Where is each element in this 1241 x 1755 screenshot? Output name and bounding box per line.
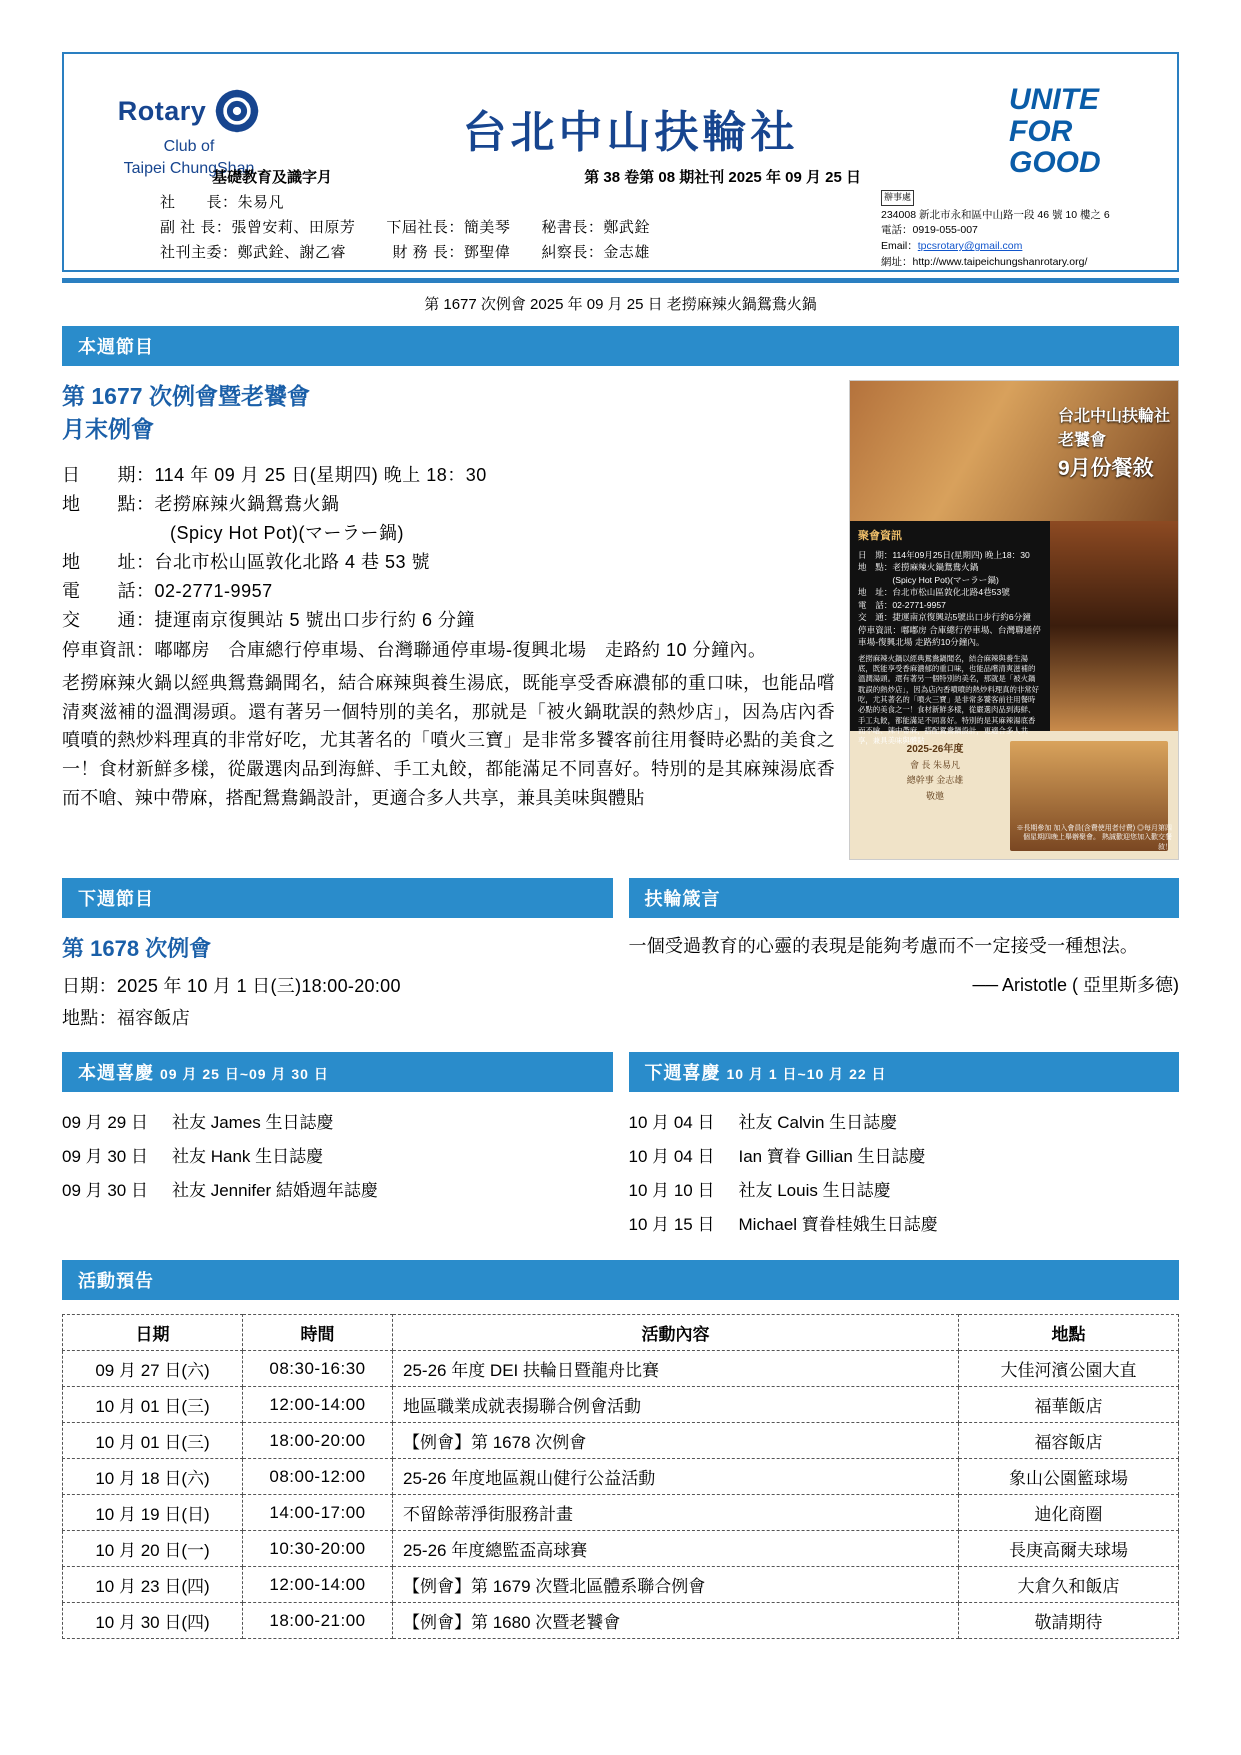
unite-line-2: FOR xyxy=(1009,114,1073,148)
cell-place: 福容飯店 xyxy=(959,1423,1179,1459)
cell-content: 【例會】第 1680 次暨老饕會 xyxy=(393,1603,959,1639)
rotary-wordmark: Rotary xyxy=(117,95,207,126)
table-row xyxy=(63,1603,1179,1639)
cell-place: 敬請期待 xyxy=(959,1603,1179,1639)
unite-line-1: UNITE xyxy=(1009,83,1099,116)
list-item xyxy=(62,1106,613,1140)
officer-row-3: 社刊主委：鄭武銓、謝乙睿 財 務 長：鄧聖偉 糾察長：金志雄 xyxy=(160,243,650,261)
celebration-text: Ian 寶眷 Gillian 生日誌慶 xyxy=(738,1147,926,1166)
cell-content: 25-26 年度地區親山健行公益活動 xyxy=(393,1459,959,1495)
this-week-content xyxy=(62,380,1179,860)
program-venue: 地 點：老撈麻辣火鍋鴛鴦火鍋 xyxy=(62,493,340,514)
poster-description: 老撈麻辣火鍋以經典鴛鴦鍋聞名，結合麻辣與養生湯底，既能享受香麻濃郁的重口味，也能品嚐清爽滋補的溫潤湯頭。還有著另一個特別的美名，那就是「被火鍋耽誤的熱炒店」，因為店內香噴噴的熱炒料理真的非常好吃，尤其著名的「噴火三寶」是非常多饕客前往用餐時必點的美食之一！食材新鮮多樣，從嚴選肉品到海鮮、手工丸餃，都能滿足不同喜好。特別的是其麻辣湯底香而不嗆、辣中帶麻，搭配鴛鴦鍋設計，更適合多人共享，兼具美味與體貼 xyxy=(858,653,1040,746)
meeting-summary-line: 第 1677 次例會 2025 年 09 月 25 日 老撈麻辣火鍋鴛鴦火鍋 xyxy=(424,296,817,313)
masthead xyxy=(62,52,1179,272)
cell-place: 大倉久和飯店 xyxy=(959,1567,1179,1603)
rotary-club-of-label: Club of xyxy=(163,138,215,155)
program-title-line1: 第 1677 次例會暨老饕會 xyxy=(62,383,310,409)
program-venue-sub: (Spicy Hot Pot)(マーラー鍋) xyxy=(170,523,405,543)
poster-club: 台北中山扶輪社 xyxy=(1057,408,1170,425)
poster-president: 會 長 朱易凡 xyxy=(909,760,960,770)
poster-info-line-3: (Spicy Hot Pot)(マーラー鍋) xyxy=(858,574,999,585)
list-item xyxy=(629,1208,1180,1242)
this-week-celebration-label: 本週喜慶 xyxy=(78,1063,154,1083)
cell-content: 【例會】第 1678 次例會 xyxy=(393,1423,959,1459)
cell-date: 09 月 27 日(六) xyxy=(63,1351,243,1387)
next-week-celebration-label: 下週喜慶 xyxy=(644,1063,721,1083)
poster-event: 老饕會 xyxy=(1057,432,1106,449)
next-week-celebration-range: 10 月 1 日~10 月 22 日 xyxy=(726,1066,887,1082)
poster-food-photos xyxy=(1050,521,1178,731)
next-week-celebration-list xyxy=(629,1106,1180,1242)
celebrations-row xyxy=(62,1052,1179,1242)
section-header-upcoming: 活動預告 xyxy=(62,1260,1179,1300)
next-meeting-date: 日期：2025 年 10 月 1 日(三)18:00-20:00 xyxy=(62,976,401,996)
poster-info-line-5: 電 話：02-2771-9957 xyxy=(858,599,946,610)
officer-row-1: 社 長：朱易凡 xyxy=(160,194,285,211)
table-row xyxy=(63,1387,1179,1423)
celebration-date: 09 月 29 日 xyxy=(62,1113,148,1132)
column-date: 日期 xyxy=(63,1315,243,1351)
cell-date: 10 月 01 日(三) xyxy=(63,1423,243,1459)
theme-month: 基礎教育及識字月 xyxy=(212,169,333,186)
masthead-details xyxy=(64,166,1177,268)
cell-place: 迪化商圈 xyxy=(959,1495,1179,1531)
program-parking: 停車資訊：嘟嘟房 合庫總行停車場、台灣聯通停車場-復興北場 走路約 10 分鐘內。 xyxy=(62,639,767,660)
celebration-text: 社友 James 生日誌慶 xyxy=(172,1113,334,1132)
cell-place: 大佳河濱公園大直 xyxy=(959,1351,1179,1387)
column-time: 時間 xyxy=(243,1315,393,1351)
celebration-date: 09 月 30 日 xyxy=(62,1181,148,1200)
rotary-club-name-en: Taipei ChungShan xyxy=(123,159,255,177)
program-description: 老撈麻辣火鍋以經典鴛鴦鍋聞名，結合麻辣與養生湯底，既能享受香麻濃郁的重口味，也能品嚐清爽滋補的溫潤湯頭。還有著另一個特別的美名，那就是「被火鍋耽誤的熱炒店」，因為店內香噴噴的熱炒料理真的非常好吃，尤其著名的「噴火三寶」是非常多饕客前往用餐時必點的美食之一！食材新鮮多樣，從嚴選肉品到海鮮、手工丸餃，都能滿足不同喜好。特別的是其麻辣湯底香而不嗆、辣中帶麻，搭配鴛鴦鍋設計，更適合多人共享，兼具美味與體貼 xyxy=(62,672,835,808)
program-title-line2: 月末例會 xyxy=(62,416,154,443)
celebration-date: 09 月 30 日 xyxy=(62,1147,148,1166)
cell-content: 地區職業成就表揚聯合例會活動 xyxy=(393,1387,959,1423)
celebration-date: 10 月 10 日 xyxy=(628,1181,715,1200)
column-content: 活動內容 xyxy=(393,1315,959,1351)
list-item xyxy=(62,1140,613,1174)
rotary-wheel-icon xyxy=(214,88,260,134)
cell-time: 08:30-16:30 xyxy=(243,1351,393,1387)
table-row xyxy=(63,1495,1179,1531)
list-item xyxy=(629,1106,1180,1140)
program-title xyxy=(62,380,835,447)
cell-date: 10 月 23 日(四) xyxy=(63,1567,243,1603)
poster-info-line-4: 地 址：台北市松山區敦化北路4巷53號 xyxy=(858,587,1010,598)
issue-info: 第 38 卷第 08 期社刊 2025 年 09 月 25 日 xyxy=(584,169,861,186)
poster-info-heading: 聚會資訊 xyxy=(858,530,902,542)
office-email-label: Email： xyxy=(881,240,918,252)
next-meeting-title: 第 1678 次例會 xyxy=(62,936,212,961)
list-item xyxy=(629,1174,1180,1208)
poster-secretary: 總幹事 金志雄 xyxy=(906,775,964,786)
event-poster xyxy=(849,380,1179,860)
cell-date: 10 月 01 日(三) xyxy=(63,1387,243,1423)
table-header-row xyxy=(63,1315,1179,1351)
cell-time: 08:00-12:00 xyxy=(243,1459,393,1495)
celebration-text: 社友 Louis 生日誌慶 xyxy=(738,1181,891,1200)
table-row xyxy=(63,1567,1179,1603)
this-week-celebration-list xyxy=(62,1106,613,1208)
celebration-date: 10 月 15 日 xyxy=(628,1215,715,1234)
table-row xyxy=(63,1423,1179,1459)
poster-info-line-8: 車場-復興北場 走路約10分鐘內。 xyxy=(858,637,985,648)
office-web-url[interactable]: http://www.taipeichungshanrotary.org/ xyxy=(912,255,1088,268)
cell-time: 18:00-20:00 xyxy=(243,1423,393,1459)
unite-line-3: GOOD xyxy=(1009,146,1101,179)
upcoming-events-table xyxy=(62,1314,1179,1639)
officer-row-2: 副 社 長：張曾安莉、田原芳 下屆社長：簡美琴 秘書長：鄭武銓 xyxy=(160,218,650,236)
next-week-and-motto xyxy=(62,878,1179,1034)
page-title: 台北中山扶輪社 xyxy=(462,108,799,157)
poster-invite: 敬邀 xyxy=(925,790,944,801)
office-address: 234008 新北市永和區中山路一段 46 號 10 樓之 6 xyxy=(881,208,1110,221)
program-address: 地 址：台北市松山區敦化北路 4 巷 53 號 xyxy=(62,552,431,573)
cell-time: 12:00-14:00 xyxy=(243,1387,393,1423)
cell-content: 不留餘蒂淨街服務計畫 xyxy=(393,1495,959,1531)
office-contact-block xyxy=(881,190,1161,271)
table-row xyxy=(63,1531,1179,1567)
section-header-this-week-celebrations xyxy=(62,1052,613,1092)
list-item xyxy=(62,1174,613,1208)
section-header-next-week: 下週節目 xyxy=(62,878,613,918)
next-meeting-place: 地點：福容飯店 xyxy=(62,1007,191,1028)
cell-content: 25-26 年度 DEI 扶輪日暨龍舟比賽 xyxy=(393,1351,959,1387)
header-divider xyxy=(62,278,1179,283)
cell-time: 14:00-17:00 xyxy=(243,1495,393,1531)
motto-text: 一個受過教育的心靈的表現是能夠考慮而不一定接受一種想法。 xyxy=(628,936,1139,956)
poster-info-line-6: 交 通：捷運南京復興站5號出口步行約6分鐘 xyxy=(858,612,1031,623)
cell-date: 10 月 19 日(日) xyxy=(63,1495,243,1531)
celebration-text: 社友 Hank 生日誌慶 xyxy=(172,1147,324,1166)
cell-content: 25-26 年度總監盃高球賽 xyxy=(393,1531,959,1567)
poster-info-line-2: 地 點：老撈麻辣火鍋鴛鴦火鍋 xyxy=(858,562,979,573)
section-header-motto: 扶輪箴言 xyxy=(629,878,1180,918)
celebration-text: Michael 寶眷桂娥生日誌慶 xyxy=(738,1215,938,1234)
office-email-link[interactable]: tpcsrotary@gmail.com xyxy=(917,240,1023,252)
cell-place: 象山公園籃球場 xyxy=(959,1459,1179,1495)
poster-info-line-7: 停車資訊：嘟嘟房 合庫總行停車場、台灣聯通停 xyxy=(858,624,1041,635)
celebration-text: 社友 Calvin 生日誌慶 xyxy=(738,1113,898,1132)
poster-image xyxy=(849,380,1179,860)
section-header-next-week-celebrations xyxy=(629,1052,1180,1092)
poster-footnote: ※長期參加 加入會員(含費使用者付費) ◎每月第四個星期四晚上舉辦聚會。 熱誠歡迎您加入歡交餐敘！ xyxy=(1016,824,1172,852)
celebration-text: 社友 Jennifer 結婚週年誌慶 xyxy=(172,1181,378,1200)
office-web-label: 網址： xyxy=(881,255,913,268)
program-transport: 交 通：捷運南京復興站 5 號出口步行約 6 分鐘 xyxy=(62,610,476,631)
cell-content: 【例會】第 1679 次暨北區體系聯合例會 xyxy=(393,1567,959,1603)
cell-time: 10:30-20:00 xyxy=(243,1531,393,1567)
office-phone: 電話：0919-055-007 xyxy=(881,224,978,237)
program-tel: 電 話：02-2771-9957 xyxy=(62,581,273,602)
section-header-this-week: 本週節目 xyxy=(62,326,1179,366)
poster-month: 9月份餐敘 xyxy=(1057,457,1154,480)
this-week-celebration-range: 09 月 25 日~09 月 30 日 xyxy=(160,1066,329,1082)
cell-place: 長庚高爾夫球場 xyxy=(959,1531,1179,1567)
office-label: 辦事處 xyxy=(881,190,914,206)
cell-date: 10 月 18 日(六) xyxy=(63,1459,243,1495)
column-place: 地點 xyxy=(959,1315,1179,1351)
poster-year: 2025-26年度 xyxy=(906,744,964,755)
cell-time: 12:00-14:00 xyxy=(243,1567,393,1603)
celebration-date: 10 月 04 日 xyxy=(628,1113,715,1132)
table-row xyxy=(63,1459,1179,1495)
cell-date: 10 月 20 日(一) xyxy=(63,1531,243,1567)
list-item xyxy=(629,1140,1180,1174)
program-date: 日 期：114 年 09 月 25 日(星期四) 晚上 18：30 xyxy=(62,464,487,485)
cell-time: 18:00-21:00 xyxy=(243,1603,393,1639)
cell-date: 10 月 30 日(四) xyxy=(63,1603,243,1639)
celebration-date: 10 月 04 日 xyxy=(628,1147,715,1166)
cell-place: 福華飯店 xyxy=(959,1387,1179,1423)
table-row xyxy=(63,1351,1179,1387)
poster-info-line-1: 日 期：114年09月25日(星期四) 晚上18：30 xyxy=(858,549,1030,560)
motto-author: ── Aristotle ( 亞里斯多德) xyxy=(972,974,1179,995)
